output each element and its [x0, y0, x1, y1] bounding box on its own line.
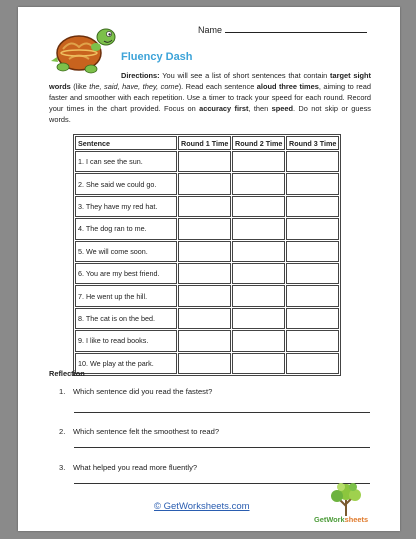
table-row: [75, 241, 339, 262]
question-number: 3.: [59, 463, 66, 472]
table-row: [75, 151, 339, 172]
time-cell[interactable]: [232, 308, 285, 329]
time-cell[interactable]: [178, 263, 231, 284]
name-line[interactable]: [225, 24, 367, 33]
directions-bold: aloud three times: [256, 82, 319, 91]
question-text: What helped you read more fluently?: [73, 463, 198, 472]
column-header: Sentence: [75, 136, 177, 150]
time-cell[interactable]: [232, 218, 285, 239]
table-row: [75, 196, 339, 217]
directions-text: (like: [70, 82, 90, 91]
time-cell[interactable]: [178, 218, 231, 239]
sentence-cell: 2. She said we could go.: [75, 173, 177, 194]
time-cell[interactable]: [232, 330, 285, 351]
logo-text: [314, 515, 368, 524]
time-cell[interactable]: [178, 285, 231, 306]
tree-logo: [326, 482, 366, 516]
directions-bold: speed: [271, 104, 293, 113]
answer-line-1[interactable]: [74, 412, 370, 413]
directions-text: . Do not skip or guess words.: [49, 104, 371, 124]
time-cell[interactable]: [286, 263, 339, 284]
logo-text-part: sheets: [344, 515, 369, 524]
column-header: Round 2 Time: [232, 136, 285, 150]
sentence-cell: 3. They have my red hat.: [75, 196, 177, 217]
time-cell[interactable]: [286, 285, 339, 306]
time-cell[interactable]: [286, 330, 339, 351]
question-number: 2.: [59, 427, 66, 436]
directions-bold: target sight words: [49, 71, 371, 91]
table-row: [75, 218, 339, 239]
worksheet-page: [18, 7, 400, 531]
answer-line-2[interactable]: [74, 447, 370, 448]
time-cell[interactable]: [178, 330, 231, 351]
sentence-cell: 9. I like to read books.: [75, 330, 177, 351]
reflection-heading: Reflection: [49, 369, 85, 378]
table-header-row: [75, 136, 339, 150]
time-cell[interactable]: [286, 241, 339, 262]
question-1: [59, 387, 212, 396]
time-cell[interactable]: [232, 263, 285, 284]
column-header: Round 1 Time: [178, 136, 231, 150]
sentence-cell: 1. I can see the sun.: [75, 151, 177, 172]
table-row: [75, 263, 339, 284]
sentence-cell: 7. He went up the hill.: [75, 285, 177, 306]
question-number: 1.: [59, 387, 66, 396]
question-3: [59, 463, 197, 472]
time-cell[interactable]: [232, 353, 285, 374]
table-row: [75, 308, 339, 329]
name-label: Name: [198, 25, 223, 35]
time-cell[interactable]: [286, 173, 339, 194]
timing-table: [73, 134, 341, 376]
directions-bold: accuracy first: [199, 104, 249, 113]
table-row: [75, 353, 339, 374]
time-cell[interactable]: [232, 285, 285, 306]
time-cell[interactable]: [178, 196, 231, 217]
column-header: Round 3 Time: [286, 136, 339, 150]
logo-text-part: GetWork: [314, 515, 345, 524]
sentence-cell: 5. We will come soon.: [75, 241, 177, 262]
time-cell[interactable]: [286, 151, 339, 172]
time-cell[interactable]: [232, 196, 285, 217]
sentence-cell: 8. The cat is on the bed.: [75, 308, 177, 329]
time-cell[interactable]: [286, 353, 339, 374]
time-cell[interactable]: [178, 151, 231, 172]
question-text: Which sentence did you read the fastest?: [73, 387, 213, 396]
directions-text: You will see a list of short sentences that contain: [159, 71, 331, 80]
site-link[interactable]: © GetWorksheets.com: [154, 501, 250, 512]
page-title: Fluency Dash: [121, 51, 193, 63]
sentence-cell: 4. The dog ran to me.: [75, 218, 177, 239]
time-cell[interactable]: [178, 241, 231, 262]
directions-italic: the, said, have, they, come: [89, 82, 179, 91]
directions-text: ). Read each sentence: [178, 82, 257, 91]
directions-label: Directions:: [121, 71, 160, 80]
getworksheets-logo: [314, 482, 384, 528]
time-cell[interactable]: [286, 308, 339, 329]
sentence-cell: 10. We play at the park.: [75, 353, 177, 374]
directions-paragraph: [49, 70, 371, 125]
directions-text: , then: [248, 104, 272, 113]
table-row: [75, 330, 339, 351]
table-row: [75, 285, 339, 306]
question-text: Which sentence felt the smoothest to read?: [73, 427, 220, 436]
directions-text: , aiming to read faster and smoother with each repetition. Use a timer to track your speed for each round. Record your times in the chart provided. Focus on: [49, 82, 371, 113]
time-cell[interactable]: [286, 218, 339, 239]
time-cell[interactable]: [178, 173, 231, 194]
name-field[interactable]: [198, 24, 367, 35]
time-cell[interactable]: [178, 353, 231, 374]
sentence-cell: 6. You are my best friend.: [75, 263, 177, 284]
question-2: [59, 427, 219, 436]
time-cell[interactable]: [232, 173, 285, 194]
time-cell[interactable]: [178, 308, 231, 329]
turtle-illustration: [49, 19, 117, 77]
table-row: [75, 173, 339, 194]
time-cell[interactable]: [232, 241, 285, 262]
time-cell[interactable]: [286, 196, 339, 217]
time-cell[interactable]: [232, 151, 285, 172]
